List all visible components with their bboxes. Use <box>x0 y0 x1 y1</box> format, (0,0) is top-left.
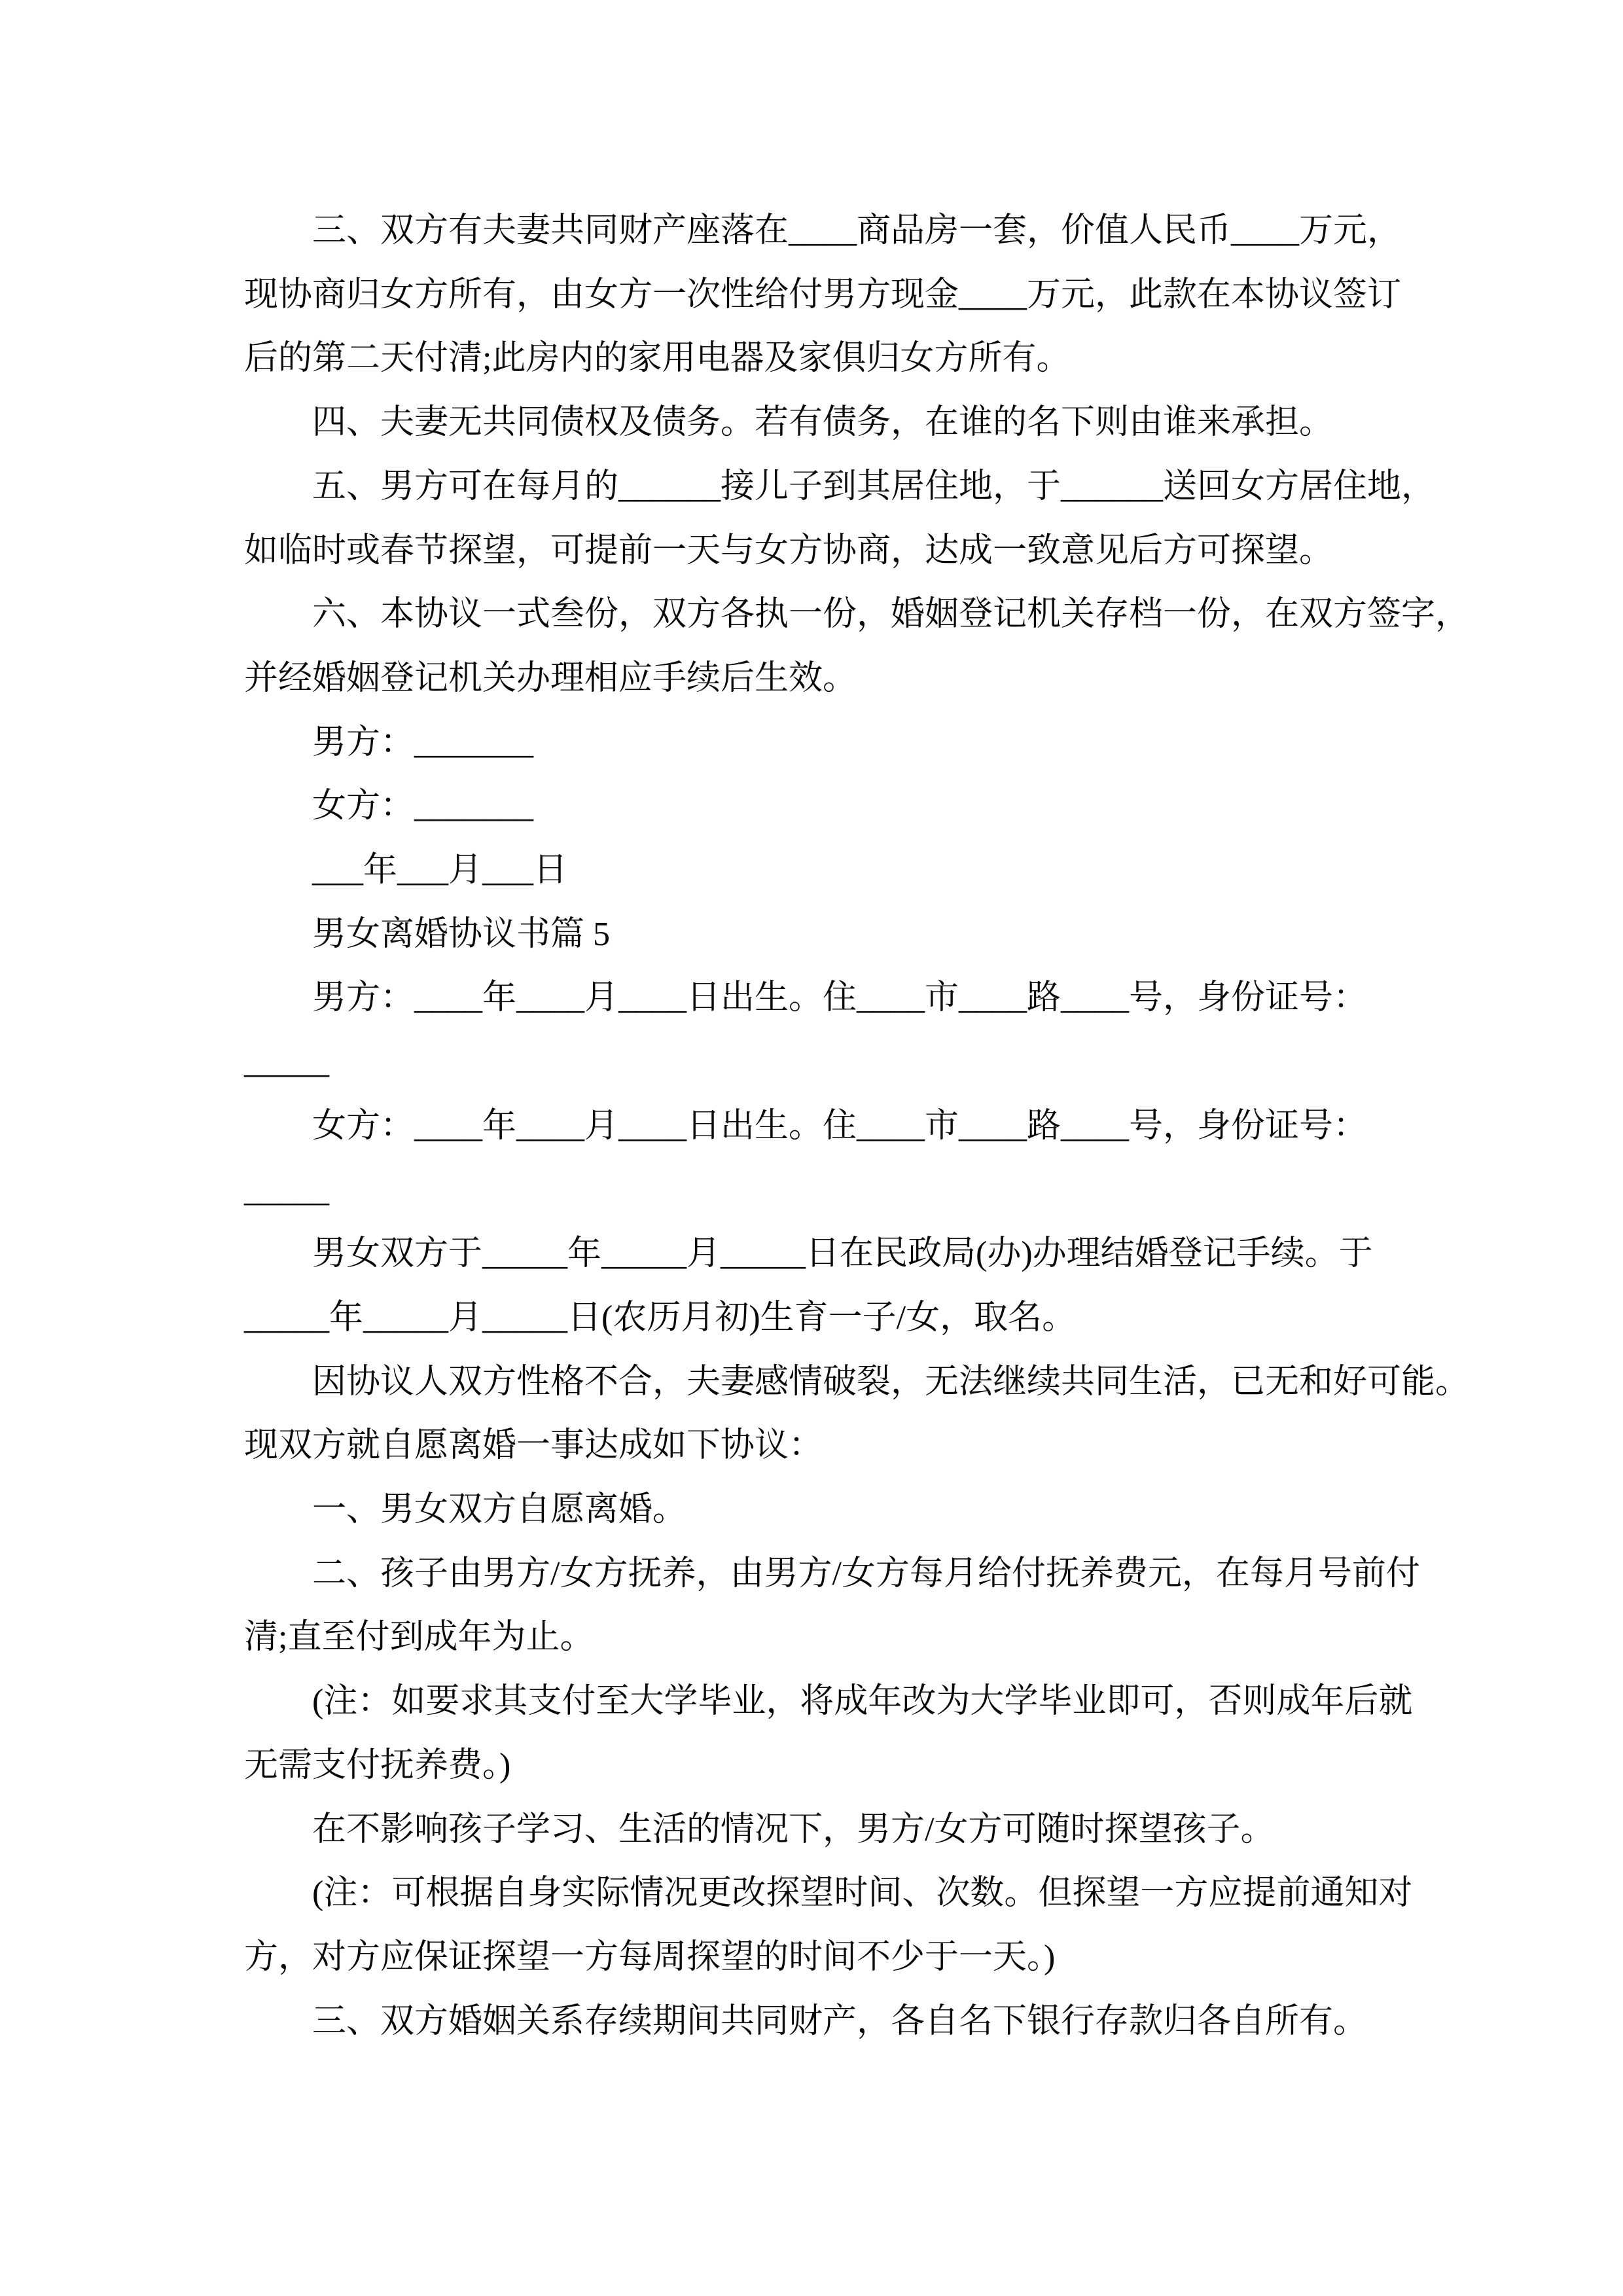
text-line: 现协商归女方所有，由女方一次性给付男方现金____万元，此款在本协议签订 <box>244 276 1402 314</box>
text-line: 四、夫妻无共同债权及债务。若有债务，在谁的名下则由谁来承担。 <box>312 404 1334 442</box>
text-line: 六、本协议一式叁份，双方各执一份，婚姻登记机关存档一份，在双方签字， <box>312 596 1470 634</box>
text-line: 三、双方有夫妻共同财产座落在____商品房一套，价值人民币____万元， <box>312 212 1402 249</box>
husband-signature-line: 男方：_______ <box>312 723 534 761</box>
text-line: (注：可根据自身实际情况更改探望时间、次数。但探望一方应提前通知对 <box>312 1874 1413 1912</box>
text-line: 后的第二天付清;此房内的家用电器及家俱归女方所有。 <box>244 340 1071 378</box>
text-line: 五、男方可在每月的______接儿子到其居住地，于______送回女方居住地， <box>312 467 1436 505</box>
text-line: 如临时或春节探望，可提前一天与女方协商，达成一致意见后方可探望。 <box>244 531 1334 569</box>
text-line: 清;直至付到成年为止。 <box>244 1619 594 1657</box>
text-line: 二、孩子由男方/女方抚养，由男方/女方每月给付抚养费元，在每月号前付 <box>312 1554 1420 1592</box>
text-line: 男女双方于_____年_____月_____日在民政局(办)办理结婚登记手续。于 <box>312 1235 1373 1273</box>
text-line: _____年_____月_____日(农历月初)生育一子/女，取名。 <box>244 1299 1077 1336</box>
text-line: 因协议人双方性格不合，夫妻感情破裂，无法继续共同生活，已无和好可能。 <box>312 1363 1470 1401</box>
text-line: 女方：____年____月____日出生。住____市____路____号，身份证号： <box>312 1107 1368 1145</box>
section-title: 男女离婚协议书篇 5 <box>312 915 611 953</box>
text-line: 现双方就自愿离婚一事达成如下协议： <box>244 1427 823 1465</box>
text-line: 并经婚姻登记机关办理相应手续后生效。 <box>244 659 857 697</box>
text-line: 方，对方应保证探望一方每周探望的时间不少于一天。) <box>244 1938 1056 1976</box>
text-line: 在不影响孩子学习、生活的情况下，男方/女方可随时探望孩子。 <box>312 1810 1275 1848</box>
text-line: 一、男女双方自愿离婚。 <box>312 1491 687 1529</box>
text-line: 男方：____年____月____日出生。住____市____路____号，身份证号： <box>312 979 1368 1017</box>
blank-underline: _____ <box>244 1043 329 1081</box>
date-line: ___年___月___日 <box>312 852 568 889</box>
text-line: 三、双方婚姻关系存续期间共同财产，各自名下银行存款归各自所有。 <box>312 2002 1368 2040</box>
text-line: (注：如要求其支付至大学毕业，将成年改为大学毕业即可，否则成年后就 <box>312 1683 1413 1721</box>
text-line: 无需支付抚养费。) <box>244 1746 511 1784</box>
wife-signature-line: 女方：_______ <box>312 787 534 825</box>
blank-underline: _____ <box>244 1171 329 1209</box>
